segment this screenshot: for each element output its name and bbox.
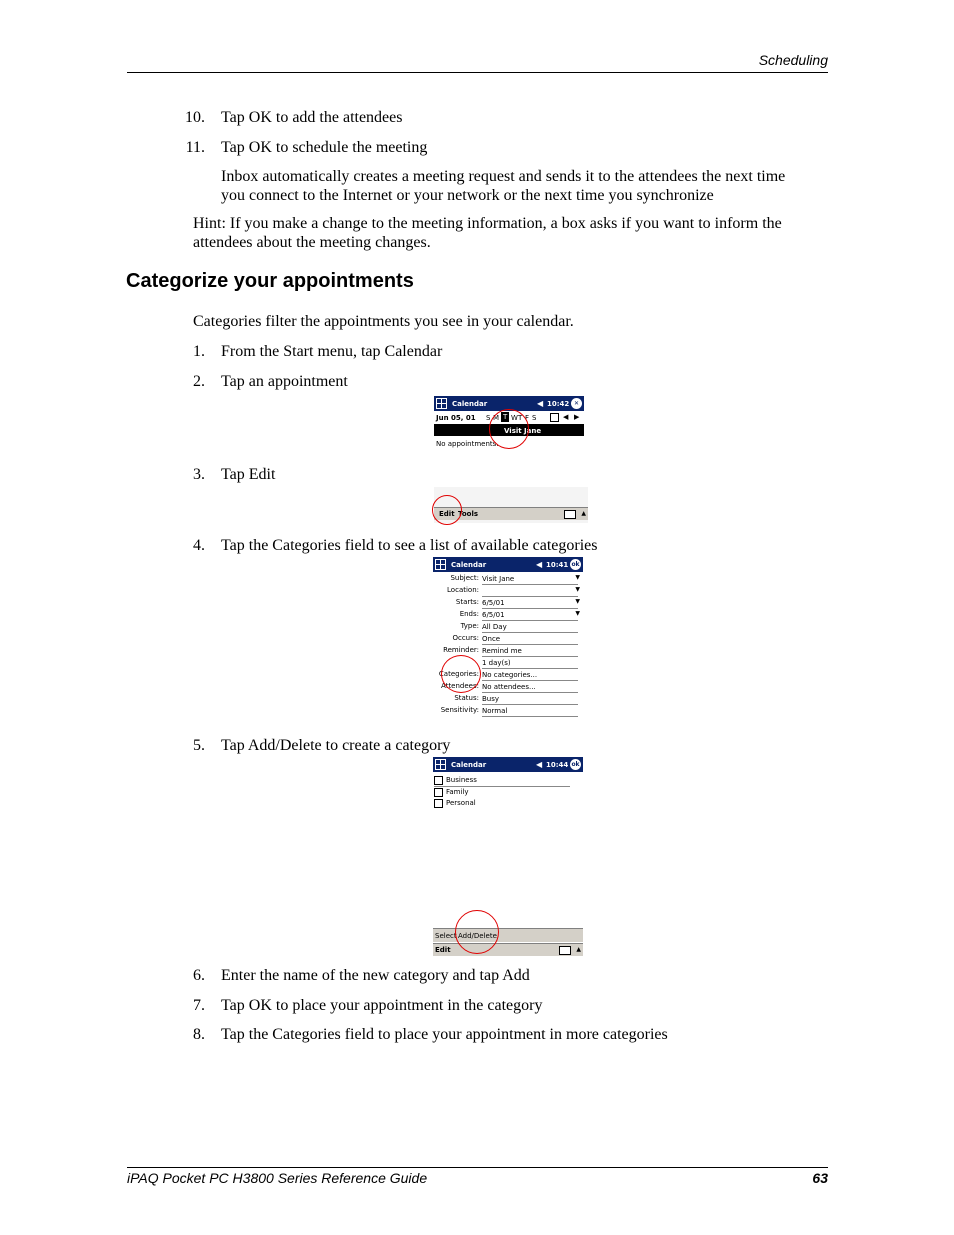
- highlight-circle: [432, 495, 462, 525]
- form-row-sensitivity: [433, 706, 583, 718]
- step-text: Tap Add/Delete to create a category: [221, 737, 451, 754]
- field-value: No categories...: [482, 670, 578, 681]
- step-number: 5.: [193, 737, 205, 754]
- step-text: Tap OK to schedule the meeting: [221, 139, 428, 156]
- inbox-note-line-2: you connect to the Internet or your network or the next time you synchronize: [221, 187, 714, 204]
- appointment-label: Visit Jane: [504, 427, 542, 435]
- category-label: Family: [446, 788, 469, 796]
- field-value: Once: [482, 634, 578, 645]
- today-icon: [550, 413, 559, 422]
- step-number: 4.: [193, 537, 205, 554]
- dropdown-arrow-icon: ▼: [575, 574, 580, 581]
- running-header: Scheduling: [758, 52, 828, 68]
- form-row-location: [433, 586, 583, 598]
- prev-arrow-icon: ◀: [563, 413, 569, 421]
- field-value: 6/5/01: [482, 610, 578, 621]
- highlight-circle: [489, 409, 529, 449]
- header-rule: [127, 72, 828, 73]
- menu-edit: Edit: [439, 510, 455, 518]
- form-row-type: [433, 622, 583, 634]
- title-bar: [433, 757, 583, 772]
- step-text: Tap Edit: [221, 466, 276, 483]
- field-label: Occurs:: [452, 634, 479, 642]
- footer-rule: [127, 1167, 828, 1168]
- field-value: Normal: [482, 706, 578, 717]
- step-number: 11.: [185, 139, 205, 156]
- field-label: Ends:: [459, 610, 479, 618]
- highlight-circle: [441, 655, 481, 693]
- step-text: Tap an appointment: [221, 373, 348, 390]
- close-icon: ✕: [571, 398, 582, 409]
- section-title: Categorize your appointments: [126, 270, 414, 292]
- field-value: Visit Jane: [482, 574, 578, 585]
- field-value: 1 day(s): [482, 658, 578, 669]
- field-label: Location:: [447, 586, 479, 594]
- menu-bar: [433, 943, 583, 956]
- form-row-starts: [433, 598, 583, 610]
- ok-icon: ok: [571, 761, 580, 768]
- input-arrow-icon: ▲: [581, 510, 586, 517]
- title-bar: [433, 557, 583, 572]
- windows-start-icon: [435, 759, 446, 770]
- weekday-m: M: [493, 414, 500, 422]
- checkbox: [434, 799, 443, 808]
- clock: 10:44: [546, 761, 569, 769]
- menu-edit: Edit: [435, 946, 451, 954]
- speaker-icon: ◀: [537, 399, 544, 408]
- weekday-f: F: [525, 414, 530, 422]
- field-label: Subject:: [450, 574, 479, 582]
- step-text: Enter the name of the new category and tap Add: [221, 967, 530, 984]
- appointment-form-screenshot: [433, 557, 583, 727]
- windows-start-icon: [436, 398, 447, 409]
- app-title: Calendar: [451, 561, 487, 569]
- step-number: 3.: [193, 466, 205, 483]
- dropdown-arrow-icon: ▼: [575, 598, 580, 605]
- field-label: Reminder:: [443, 646, 479, 654]
- field-value: [482, 586, 578, 597]
- step-number: 8.: [193, 1026, 205, 1043]
- checkbox: [434, 776, 443, 785]
- app-title: Calendar: [451, 761, 487, 769]
- app-title: Calendar: [452, 400, 488, 408]
- highlight-circle: [455, 910, 499, 954]
- weekday-t: T: [518, 414, 523, 422]
- field-label: Categories:: [438, 670, 479, 678]
- input-arrow-icon: ▲: [576, 946, 581, 953]
- keyboard-icon: [559, 946, 571, 955]
- step-number: 7.: [193, 997, 205, 1014]
- tab-select: Select: [435, 932, 457, 940]
- clock: 10:41: [546, 561, 569, 569]
- step-text: Tap OK to add the attendees: [221, 109, 403, 126]
- form-row-occurs: [433, 634, 583, 646]
- footer-title: iPAQ Pocket PC H3800 Series Reference Guide: [127, 1170, 428, 1186]
- weekday-w: W: [511, 414, 518, 422]
- weekday-t-selected: T: [503, 413, 508, 421]
- tab-add-delete: Add/Delete: [458, 932, 497, 940]
- form-row-ends: [433, 610, 583, 622]
- step-text: Tap the Categories field to see a list of available categories: [221, 537, 598, 554]
- step-text: From the Start menu, tap Calendar: [221, 343, 443, 360]
- hint-line-2: attendees about the meeting changes.: [193, 234, 431, 251]
- field-value: Busy: [482, 694, 578, 705]
- step-text: Tap the Categories field to place your appointment in more categories: [221, 1026, 668, 1043]
- step-text: Tap OK to place your appointment in the category: [221, 997, 543, 1014]
- field-label: Status:: [454, 694, 479, 702]
- step-number: 10.: [185, 109, 205, 126]
- step-number: 2.: [193, 373, 205, 390]
- page-number: 63: [812, 1170, 828, 1186]
- field-label: Starts:: [455, 598, 479, 606]
- field-value: 6/5/01: [482, 598, 578, 609]
- category-label: Personal: [446, 799, 476, 807]
- speaker-icon: ◀: [536, 760, 543, 769]
- form-row-status: [433, 694, 583, 706]
- step-number: 6.: [193, 967, 205, 984]
- checkbox: [434, 788, 443, 797]
- step-number: 1.: [193, 343, 205, 360]
- field-label: Sensitivity:: [440, 706, 479, 714]
- category-label: Business: [446, 776, 477, 784]
- field-value: All Day: [482, 622, 578, 633]
- field-label: Type:: [460, 622, 479, 630]
- category-row-personal: [434, 797, 570, 809]
- windows-start-icon: [435, 559, 446, 570]
- field-label: Attendees:: [441, 682, 479, 690]
- clock: 10:42: [547, 400, 570, 408]
- weekday-s2: S: [532, 414, 537, 422]
- dropdown-arrow-icon: ▼: [575, 610, 580, 617]
- inbox-note-line-1: Inbox automatically creates a meeting request and sends it to the attendees the next time: [221, 168, 786, 185]
- no-appointments: No appointments.: [436, 440, 499, 448]
- ok-icon: ok: [571, 561, 580, 568]
- dropdown-arrow-icon: ▼: [575, 586, 580, 593]
- field-value: No attendees...: [482, 682, 578, 693]
- speaker-icon: ◀: [536, 560, 543, 569]
- weekday-s1: S: [486, 414, 491, 422]
- hint-line-1: Hint: If you make a change to the meeting information, a box asks if you want to inform the: [193, 215, 782, 232]
- next-arrow-icon: ▶: [574, 413, 580, 421]
- form-row-subject: [433, 574, 583, 586]
- menu-tools: Tools: [458, 510, 479, 518]
- intro-text: Categories filter the appointments you see in your calendar.: [193, 313, 574, 330]
- field-value: Remind me: [482, 646, 578, 657]
- date-label: Jun 05, 01: [436, 414, 476, 422]
- keyboard-icon: [564, 510, 576, 519]
